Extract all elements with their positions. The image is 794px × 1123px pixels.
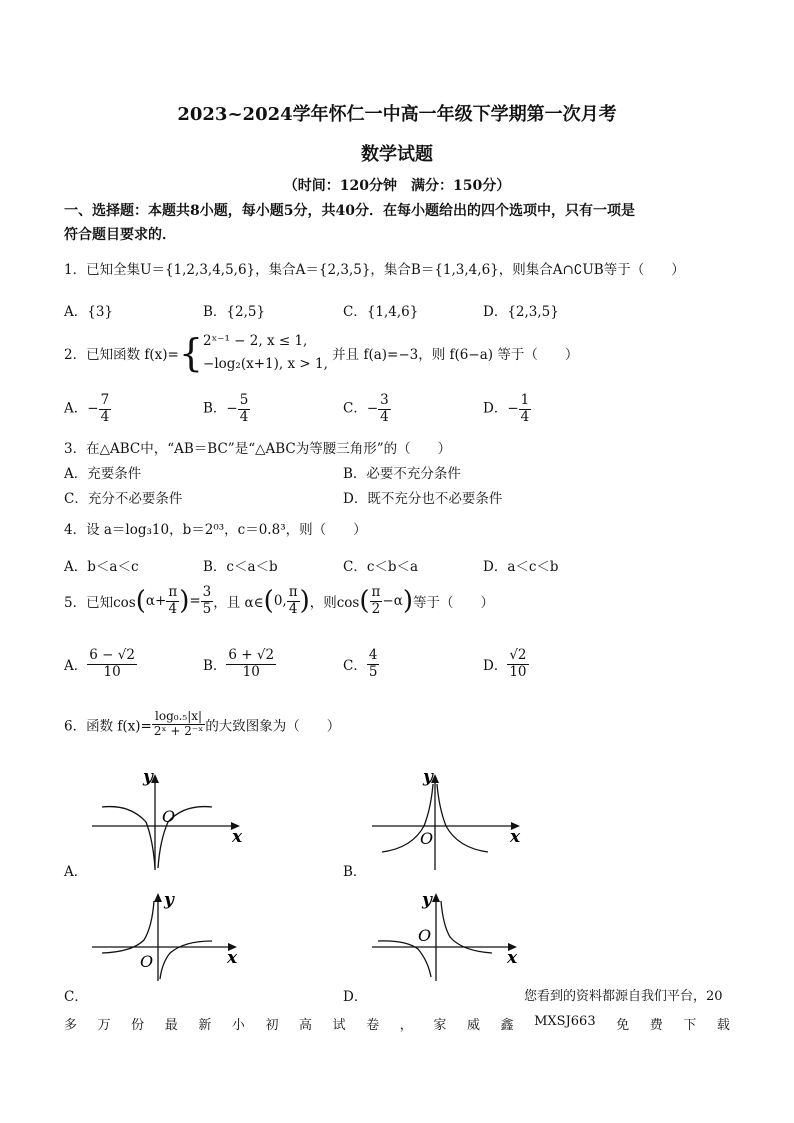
y-axis-label: y (422, 890, 432, 910)
fraction-numerator: π (371, 584, 381, 600)
fraction-denominator: 4 (380, 408, 389, 425)
q5-option-c (343, 648, 379, 680)
fraction-denominator: 10 (509, 663, 527, 680)
footer-word: 威 (466, 1018, 480, 1033)
q2-option-d-label: D．− (483, 400, 519, 417)
footer-word: 费 (649, 1018, 663, 1033)
footer-line-2 (64, 1014, 730, 1033)
origin-label: O (418, 926, 432, 945)
fraction-denominator: 2 (371, 600, 381, 617)
footer-word: 免 (616, 1018, 630, 1033)
fraction-numerator: √2 (509, 647, 527, 663)
fraction-numerator: 6 − √2 (89, 647, 135, 663)
q2-option-c-fraction (378, 393, 391, 425)
fraction-denominator: 5 (202, 600, 212, 617)
footer-word: 家 (433, 1018, 447, 1033)
q1-option-d: D．{2,3,5} (483, 304, 559, 320)
q5-option-a (64, 648, 137, 680)
q2-option-b-fraction (238, 393, 251, 425)
fraction-denominator: 4 (288, 600, 298, 617)
curve-left (102, 901, 154, 953)
q5-option-c-label: C． (343, 658, 367, 675)
q2-option-b-label: B．− (203, 400, 238, 417)
paren-open-icon: ( (263, 586, 274, 617)
section-heading-cont: 符合题目要求的． (64, 227, 176, 243)
x-axis-label: x (227, 948, 238, 968)
q5-option-b (203, 648, 276, 680)
fraction-denominator: 10 (242, 663, 260, 680)
y-axis-label: y (143, 767, 153, 787)
fraction-numerator: 5 (239, 392, 249, 408)
q6-option-d: D． (343, 989, 368, 1005)
curve-right (437, 784, 488, 852)
q6-prefix: 6．函数 f(x)= (64, 718, 152, 735)
q2-option-c-label: C．− (343, 400, 379, 417)
q6-option-a: A． (64, 864, 88, 880)
question-4: 4．设 a＝log₃10，b＝2⁰³，c＝0.8³，则（ ） (64, 522, 367, 538)
footer-word: 高 (299, 1018, 313, 1033)
q5-fraction-3-5 (201, 585, 214, 617)
footer-word: 试 (332, 1018, 346, 1033)
fraction-numerator: π (168, 584, 178, 600)
q2-option-d (483, 393, 531, 425)
x-axis-label: x (510, 827, 521, 847)
q5-text-6: ，则cos (309, 595, 360, 612)
q5-option-b-label: B． (203, 658, 227, 675)
footer-word: 多 (64, 1018, 78, 1033)
y-axis-label: y (423, 767, 433, 787)
fraction-denominator: 4 (520, 408, 530, 425)
q4-option-a: A．b＜a＜c (64, 559, 139, 575)
fraction-denominator: 4 (100, 408, 110, 425)
q2-option-c (343, 393, 391, 425)
q4-option-b: B．c＜a＜b (203, 559, 278, 575)
fraction-denominator: 5 (368, 663, 378, 680)
q3-option-a: A．充要条件 (64, 466, 142, 482)
q5-option-d-label: D． (483, 658, 508, 675)
graph-d (360, 885, 540, 985)
q2-option-a (64, 393, 111, 425)
footer-word: 卷 (366, 1018, 380, 1033)
footer-word: 鑫 (500, 1018, 514, 1033)
q2-option-a-label: A．− (64, 400, 99, 417)
footer-word: 新 (198, 1018, 212, 1033)
q5-fraction-pi-4 (166, 585, 179, 617)
paren-close-icon: ) (179, 586, 190, 617)
curve-left (378, 941, 431, 977)
fraction-denominator: 2ˣ + 2⁻ˣ (153, 723, 204, 738)
q5-fraction-pi-4b (287, 585, 300, 617)
fraction-numerator: log₀.₅|x| (152, 710, 205, 725)
q2-cases (203, 330, 328, 376)
q5-text-3: = (189, 593, 201, 610)
footer-word: ， (399, 1018, 413, 1033)
footer-word: 最 (164, 1018, 178, 1033)
footer-word: 初 (265, 1018, 279, 1033)
origin-label: O (162, 807, 176, 826)
q2-option-b (203, 393, 250, 425)
q5-text-7: −α (382, 593, 403, 610)
graph-c (80, 885, 260, 985)
footer-line-1: 您看到的资料都源自我们平台，20 (524, 989, 723, 1004)
q2-option-a-fraction (99, 393, 112, 425)
graph-b (360, 760, 540, 875)
q5-text-1: 5．已知cos (64, 595, 136, 612)
paren-close-icon: ) (402, 586, 413, 617)
curve-left (102, 807, 155, 868)
q5-option-a-label: A． (64, 658, 88, 675)
q4-option-d: D．a＜c＜b (483, 559, 559, 575)
q1-option-a: A．{3} (64, 304, 114, 320)
q5-option-a-fraction (87, 648, 137, 680)
fraction-numerator: π (288, 584, 298, 600)
footer-word: 小 (231, 1018, 245, 1033)
q5-text-5: 0, (273, 593, 287, 610)
q3-option-c: C．充分不必要条件 (64, 491, 183, 507)
footer-word: MXSJ663 (534, 1014, 596, 1029)
fraction-numerator: 7 (100, 392, 110, 408)
q5-option-b-fraction (226, 648, 276, 680)
section-heading: 一、选择题：本题共8小题，每小题5分，共40分．在每小题给出的四个选项中，只有一项是 (64, 203, 635, 219)
q5-option-d-fraction (507, 648, 528, 680)
footer-word: 载 (716, 1018, 730, 1033)
fraction-numerator: 3 (202, 584, 212, 600)
q5-option-c-fraction (367, 648, 380, 680)
graph-a (80, 760, 260, 875)
q6-fraction (152, 710, 205, 739)
paren-close-icon: ) (299, 586, 310, 617)
q4-option-c: C．c＜b＜a (343, 559, 419, 575)
q2-prefix: 2．已知函数 f(x)= (64, 346, 179, 363)
fraction-numerator: 1 (520, 392, 530, 408)
x-axis-label: x (232, 827, 243, 847)
q1-option-c: C．{1,4,6} (343, 304, 419, 320)
x-axis-label: x (507, 948, 518, 968)
q2-case-2: −log₂(x+1), x > 1, (203, 355, 328, 372)
question-1: 1．已知全集U＝{1,2,3,4,5,6}，集合A＝{2,3,5}，集合B＝{1,3,4,6}，则集合A∩∁UB等于（ ） (64, 262, 685, 278)
q5-option-d (483, 648, 529, 680)
footer-word: 万 (97, 1018, 111, 1033)
q1-option-b: B．{2,5} (203, 304, 266, 320)
question-5 (64, 585, 494, 617)
q5-text-4: ，且 α∈ (213, 595, 264, 612)
fraction-numerator: 6 + √2 (228, 647, 275, 663)
footer-word: 份 (131, 1018, 145, 1033)
paren-open-icon: ( (359, 586, 370, 617)
subject-title: 数学试题 (361, 144, 433, 165)
q2-option-d-fraction (519, 393, 532, 425)
q3-option-d: D．既不充分也不必要条件 (343, 491, 503, 507)
q5-fraction-pi-2 (370, 585, 383, 617)
q5-text-2: α+ (145, 593, 167, 610)
curve-right (441, 901, 492, 953)
q5-text-8: 等于（ ） (412, 595, 494, 612)
fraction-numerator: 3 (380, 392, 389, 408)
q2-case-1: 2ˣ⁻¹ − 2, x ≤ 1, (203, 333, 308, 349)
footer-word: 下 (683, 1018, 697, 1033)
exam-title: 2023~2024学年怀仁一中高一年级下学期第一次月考 (177, 104, 617, 125)
origin-label: O (140, 952, 154, 971)
y-axis-label: y (164, 890, 174, 910)
arrow-up-icon (154, 893, 162, 902)
paren-open-icon: ( (135, 586, 146, 617)
question-2 (64, 330, 578, 376)
question-6 (64, 710, 340, 739)
origin-label: O (420, 829, 434, 848)
fraction-denominator: 4 (239, 408, 249, 425)
q2-suffix: 并且 f(a)=−3，则 f(6−a) 等于（ ） (332, 346, 579, 363)
fraction-denominator: 10 (103, 663, 121, 680)
q6-suffix: 的大致图象为（ ） (205, 718, 341, 735)
q3-option-b: B．必要不充分条件 (343, 466, 461, 482)
question-3: 3．在△ABC中，“AB＝BC”是“△ABC为等腰三角形”的（ ） (64, 441, 452, 457)
brace-icon: { (178, 330, 204, 375)
time-info: （时间：120分钟 满分：150分） (283, 178, 511, 194)
fraction-numerator: 4 (368, 647, 378, 663)
arrow-up-icon (432, 893, 440, 902)
q6-option-b: B． (343, 864, 367, 880)
q6-option-c: C． (64, 989, 88, 1005)
fraction-denominator: 4 (168, 600, 178, 617)
